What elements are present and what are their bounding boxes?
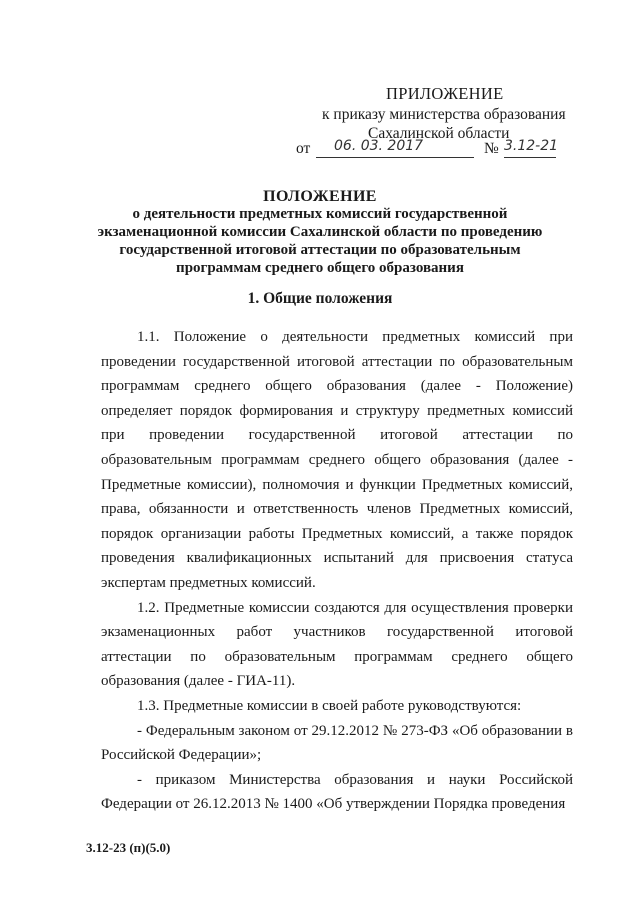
list-item-ministry-order: - приказом Министерства образования и науки Российской Федерации от 26.12.2013 № 1400 «Об утверждении Порядка проведения xyxy=(101,771,573,813)
subtitle-line: о деятельности предметных комиссий государственной xyxy=(132,206,508,222)
paragraph-1-2: 1.2. Предметные комиссии создаются для осуществления проверки экзаменационных работ участников государственной итоговой аттестации по образовательным программам среднего общего образования (далее - ГИА-11). xyxy=(101,599,573,690)
subtitle-line: экзаменационной комиссии Сахалинской области по проведению xyxy=(97,224,543,240)
handwritten-number: 3.12-21 xyxy=(504,138,556,158)
subtitle-line: государственной итоговой аттестации по образовательным xyxy=(119,242,521,258)
document-subtitle xyxy=(96,205,544,277)
paragraph-1-1: 1.1. Положение о деятельности предметных комиссий при проведении государственной итоговой аттестации по образовательным программам среднего общего образования (далее - Положение) определяет порядок формирования и структуру предметных комиссий при проведении государственной итоговой аттестации по образовательным программам среднего общего образования (далее - Предметные комиссии), полномочия и функции Предметных комиссий, права, обязанности и ответственность членов Предметных комиссий, порядок организации работы Предметных комиссий, а также порядок проведения квалификационных испытаний для присвоения статуса экспертам предметных комиссий. xyxy=(101,329,573,591)
handwritten-date: 06. 03. 2017 xyxy=(316,138,474,158)
document-title: ПОЛОЖЕНИЕ xyxy=(263,188,377,205)
appendix-order-line: к приказу министерства образования xyxy=(322,106,566,123)
document-body xyxy=(101,325,573,817)
paragraph-1-3: 1.3. Предметные комиссии в своей работе руководствуются: xyxy=(137,697,522,714)
list-item-federal-law: - Федеральным законом от 29.12.2012 № 273-ФЗ «Об образовании в Российской Федерации»; xyxy=(101,722,573,764)
footer-document-code: 3.12-23 (п)(5.0) xyxy=(86,840,171,855)
subtitle-line: программам среднего общего образования xyxy=(176,260,464,276)
date-label: от xyxy=(296,140,311,157)
section-title: 1. Общие положения xyxy=(247,290,393,307)
appendix-title: ПРИЛОЖЕНИЕ xyxy=(386,84,504,103)
appendix-region-line: Сахалинской области xyxy=(368,125,510,142)
number-label: № xyxy=(484,140,499,157)
